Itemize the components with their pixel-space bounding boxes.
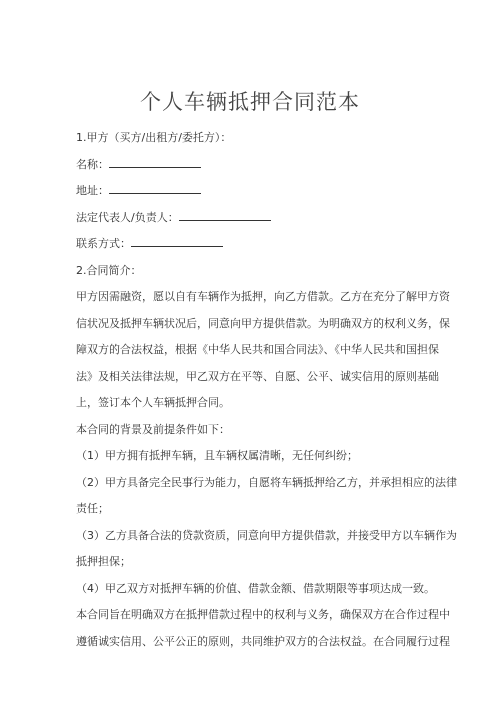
contact-field: 联系方式： bbox=[76, 231, 428, 258]
condition-item: （3）乙方具备合法的贷款资质，同意向甲方提供借款，并接受甲方以车辆作为 bbox=[76, 528, 457, 542]
name-blank-line bbox=[109, 155, 201, 168]
background-intro: 本合同的背景及前提条件如下： bbox=[76, 422, 230, 436]
address-field: 地址： bbox=[76, 178, 428, 205]
condition-item-continued: 抵押担保； bbox=[76, 555, 131, 568]
name-field: 名称： bbox=[76, 152, 428, 179]
paragraph-line: 法》及相关法律法规，甲乙双方在平等、自愿、公平、诚实信用的原则基础 bbox=[76, 369, 439, 383]
legal-rep-field: 法定代表人/负责人： bbox=[76, 205, 428, 232]
contact-blank-line bbox=[131, 234, 223, 247]
condition-item: （2）甲方具备完全民事行为能力，自愿将车辆抵押给乙方，并承担相应的法律 bbox=[76, 475, 457, 489]
paragraph-line: 障双方的合法权益，根据《中华人民共和国合同法》、《中华人民共和国担保 bbox=[76, 343, 439, 356]
party-fields bbox=[76, 125, 428, 284]
page-title: 个人车辆抵押合同范本 bbox=[140, 90, 360, 114]
paragraph-line: 本合同旨在明确双方在抵押借款过程中的权利与义务，确保双方在合作过程中 bbox=[76, 608, 450, 621]
address-blank-line bbox=[109, 181, 201, 194]
paragraph-line: 甲方因需融资，愿以自有车辆作为抵押，向乙方借款。乙方在充分了解甲方资 bbox=[76, 290, 450, 303]
party-a-label: 1.甲方（买方/出租方/委托方）： bbox=[76, 131, 232, 144]
condition-item-continued: 责任； bbox=[76, 502, 109, 515]
paragraph-line: 遵循诚实信用、公平公正的原则，共同维护双方的合法权益。在合同履行过程 bbox=[76, 634, 450, 648]
conditions-list bbox=[76, 443, 457, 602]
paragraph-line: 上，签订本个人车辆抵押合同。 bbox=[76, 396, 230, 409]
condition-item: （4）甲乙双方对抵押车辆的价值、借款金额、借款期限等事项达成一致。 bbox=[76, 581, 435, 595]
legal-rep-blank-line bbox=[179, 208, 271, 221]
purpose-paragraph bbox=[76, 602, 450, 655]
condition-item: （1）甲方拥有抵押车辆，且车辆权属清晰，无任何纠纷； bbox=[76, 449, 358, 462]
section-2-heading: 2.合同简介： bbox=[76, 263, 142, 277]
paragraph-line: 信状况及抵押车辆状况后，同意向甲方提供借款。为明确双方的权利义务，保 bbox=[76, 316, 450, 330]
intro-paragraph bbox=[76, 284, 450, 443]
